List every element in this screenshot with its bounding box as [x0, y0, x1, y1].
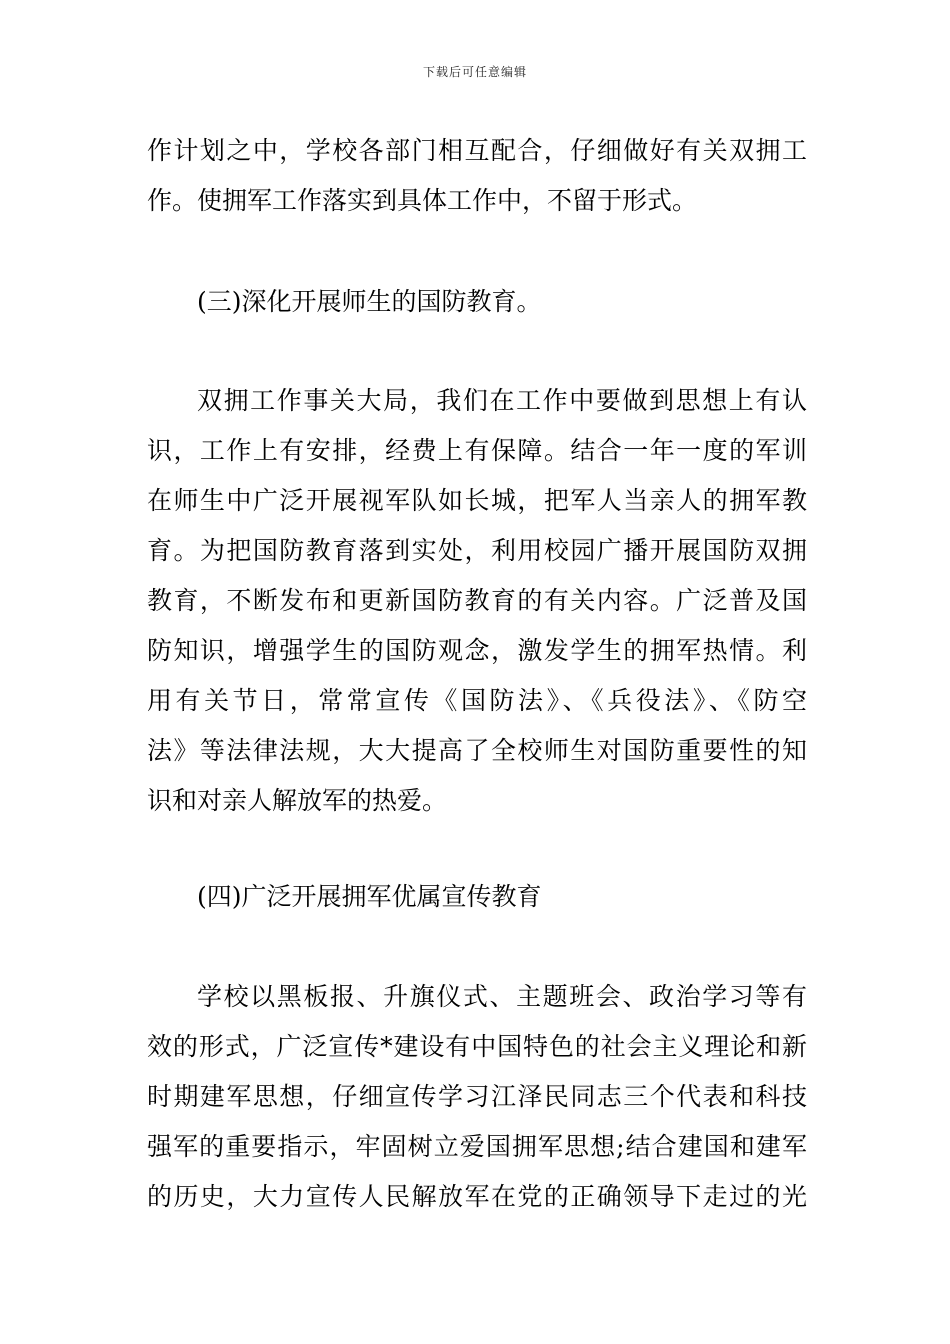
paragraph-line: 教育，不断发布和更新国防教育的有关内容。广泛普及国	[147, 586, 807, 615]
paragraph-line: 用有关节日，常常宣传《国防法》、《兵役法》、《防空	[147, 686, 807, 715]
paragraph-line: 作计划之中，学校各部门相互配合，仔细做好有关双拥工	[147, 136, 807, 165]
paragraph-line: 育。为把国防教育落到实处，利用校园广播开展国防双拥	[147, 536, 807, 565]
page-header-note: 下载后可任意编辑	[422, 65, 527, 79]
paragraph-line: 防知识，增强学生的国防观念，激发学生的拥军热情。利	[147, 636, 807, 665]
paragraph-line: 识和对亲人解放军的热爱。	[147, 786, 448, 815]
paragraph-line: 在师生中广泛开展视军队如长城，把军人当亲人的拥军教	[147, 486, 807, 515]
section-heading: (四)广泛开展拥军优属宣传教育	[197, 882, 542, 911]
paragraph-line: 法》等法律法规，大大提高了全校师生对国防重要性的知	[147, 736, 807, 765]
paragraph-line: 双拥工作事关大局，我们在工作中要做到思想上有认	[197, 386, 807, 415]
paragraph-line: 效的形式，广泛宣传*建设有中国特色的社会主义理论和新	[147, 1032, 807, 1061]
paragraph-line: 的历史，大力宣传人民解放军在党的正确领导下走过的光	[147, 1182, 807, 1211]
paragraph-line: 作。使拥军工作落实到具体工作中，不留于形式。	[147, 186, 698, 215]
paragraph-line: 时期建军思想，仔细宣传学习江泽民同志三个代表和科技	[147, 1082, 807, 1111]
section-heading: (三)深化开展师生的国防教育。	[197, 287, 542, 316]
paragraph-line: 学校以黑板报、升旗仪式、主题班会、政治学习等有	[197, 982, 807, 1011]
paragraph-line: 强军的重要指示，牢固树立爱国拥军思想;结合建国和建军	[147, 1132, 807, 1161]
paragraph-line: 识，工作上有安排，经费上有保障。结合一年一度的军训	[147, 436, 807, 465]
